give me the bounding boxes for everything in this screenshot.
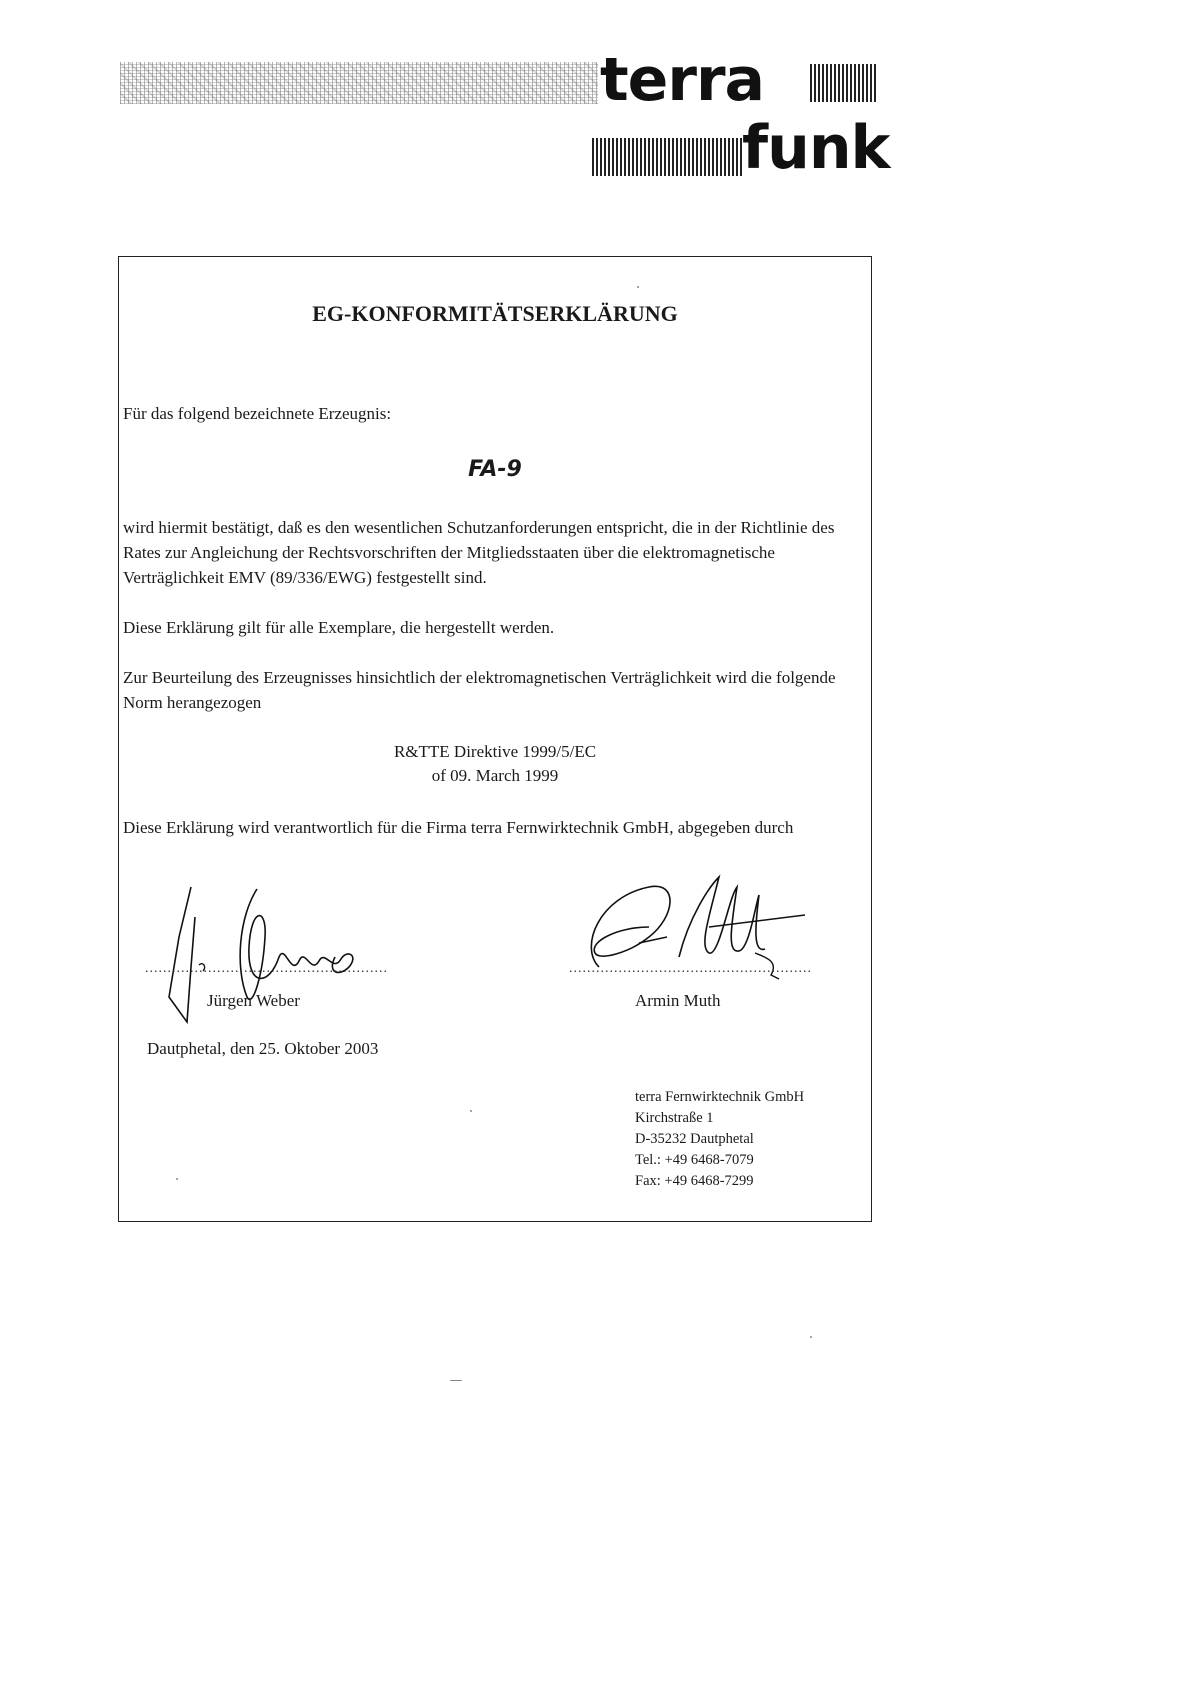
signature-line-right: ...................................................... bbox=[569, 961, 812, 976]
address-city: D-35232 Dautphetal bbox=[635, 1131, 754, 1147]
confirmation-paragraph: wird hiermit bestätigt, daß es den wesentlichen Schutzanforderungen entspricht, die in der Richtlinie des Rates zur Angleichung der Rechtsvorschriften der Mitgliedsstaaten über die elektromagnetische Verträglichkeit EMV (89/336/EWG) festgestellt sind. bbox=[123, 518, 835, 587]
address-fax: Fax: +49 6468-7299 bbox=[635, 1173, 754, 1189]
logo-stripe-bottom bbox=[592, 138, 742, 176]
scan-speck bbox=[810, 1336, 812, 1338]
signatory-right-name: Armin Muth bbox=[635, 991, 721, 1010]
terra-funk-logo bbox=[120, 45, 890, 183]
signature-line-left: ...................................................... bbox=[145, 961, 388, 976]
scan-speck bbox=[176, 1178, 178, 1180]
directive-line-2: of 09. March 1999 bbox=[431, 766, 559, 785]
address-street: Kirchstraße 1 bbox=[635, 1110, 714, 1126]
logo-word-funk: funk bbox=[742, 113, 890, 183]
logo-stripe-top bbox=[810, 64, 878, 102]
document-title: EG-KONFORMITÄTSERKLÄRUNG bbox=[312, 301, 678, 326]
scan-speck bbox=[450, 1380, 462, 1381]
logo-noise-band bbox=[120, 62, 598, 104]
scope-paragraph: Diese Erklärung gilt für alle Exemplare, die hergestellt werden. bbox=[123, 618, 555, 637]
norm-paragraph: Zur Beurteilung des Erzeugnisses hinsichtlich der elektromagnetischen Verträglichkeit wird die folgende Norm herangezogen bbox=[123, 668, 836, 712]
logo-word-terra: terra bbox=[600, 45, 765, 115]
intro-paragraph: Für das folgend bezeichnete Erzeugnis: bbox=[123, 404, 392, 423]
signature-right-scribble bbox=[559, 857, 819, 1007]
scan-speck bbox=[470, 1110, 472, 1112]
scan-speck bbox=[637, 286, 639, 288]
signatory-left-name: Jürgen Weber bbox=[207, 991, 300, 1010]
address-company: terra Fernwirktechnik GmbH bbox=[635, 1089, 805, 1105]
company-address bbox=[635, 1087, 804, 1192]
address-phone: Tel.: +49 6468-7079 bbox=[635, 1152, 754, 1168]
directive-line-1: R&TTE Direktive 1999/5/EC bbox=[393, 742, 597, 761]
place-and-date: Dautphetal, den 25. Oktober 2003 bbox=[147, 1039, 379, 1058]
declaration-frame bbox=[118, 256, 872, 1222]
responsibility-paragraph: Diese Erklärung wird verantwortlich für die Firma terra Fernwirktechnik GmbH, abgegeben durch bbox=[123, 818, 794, 837]
product-name: FA-9 bbox=[468, 457, 522, 482]
